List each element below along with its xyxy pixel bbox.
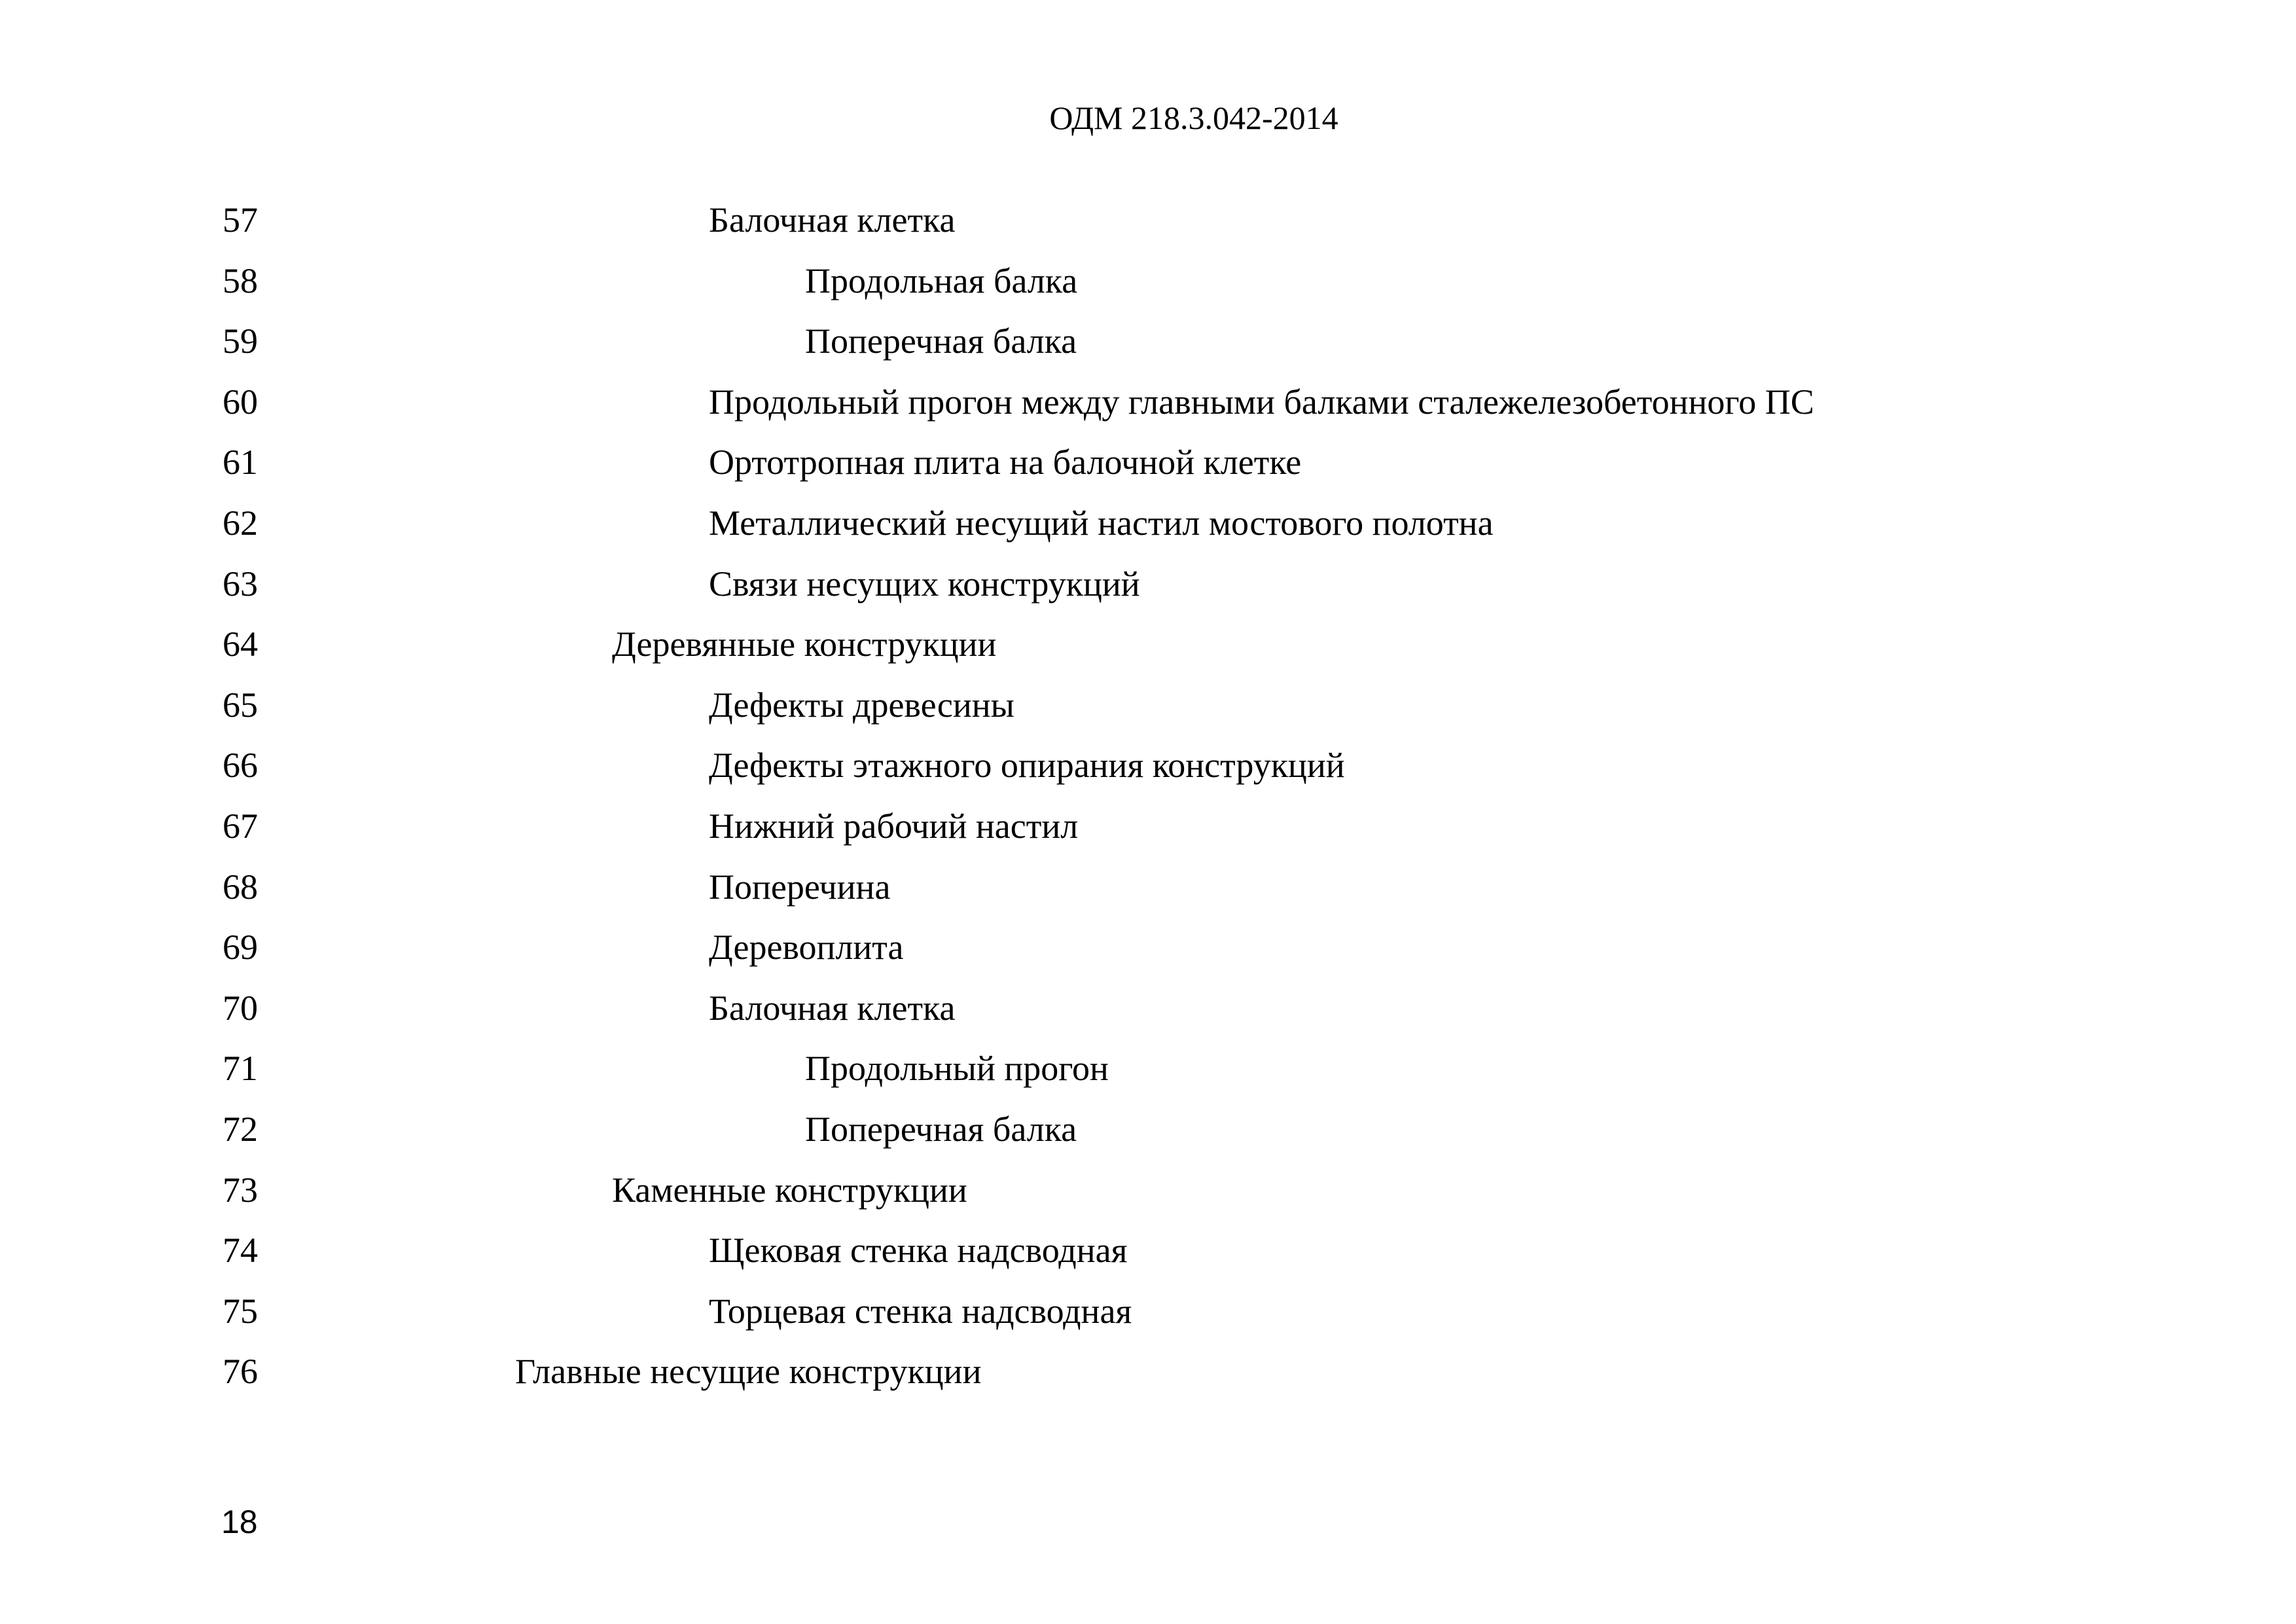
row-label: Поперечная балка	[805, 1109, 1077, 1149]
row-number: 74	[223, 1231, 258, 1271]
row-number: 59	[223, 321, 258, 361]
list-row	[0, 1160, 2296, 1221]
row-number: 58	[223, 261, 258, 300]
row-label: Связи несущих конструкций	[709, 564, 1140, 604]
row-number: 73	[223, 1170, 258, 1210]
list-row	[0, 1341, 2296, 1402]
row-label: Поперечная балка	[805, 321, 1077, 361]
list-row	[0, 675, 2296, 736]
list-row	[0, 614, 2296, 675]
list-row	[0, 1281, 2296, 1342]
row-number: 64	[223, 624, 258, 664]
list-row	[0, 1220, 2296, 1281]
row-label: Продольный прогон между главными балками сталежелезобетонного ПС	[709, 382, 1814, 422]
list-row	[0, 917, 2296, 978]
row-label: Деревоплита	[709, 928, 904, 967]
row-label: Деревянные конструкции	[612, 624, 997, 664]
row-number: 67	[223, 806, 258, 846]
list-row	[0, 1038, 2296, 1099]
row-label: Ортотропная плита на балочной клетке	[709, 442, 1302, 482]
row-number: 62	[223, 503, 258, 543]
row-label: Балочная клетка	[709, 988, 956, 1028]
row-number: 75	[223, 1291, 258, 1331]
list-row	[0, 796, 2296, 857]
row-number: 69	[223, 928, 258, 967]
row-label: Каменные конструкции	[612, 1170, 967, 1210]
list-row	[0, 554, 2296, 615]
row-number: 60	[223, 382, 258, 422]
row-number: 57	[223, 200, 258, 240]
page-number: 18	[221, 1504, 258, 1540]
row-label: Металлический несущий настил мостового полотна	[709, 503, 1494, 543]
row-number: 66	[223, 746, 258, 785]
row-number: 61	[223, 442, 258, 482]
document-code-header: ОДМ 218.3.042-2014	[1049, 99, 1338, 136]
list-row	[0, 857, 2296, 918]
row-number: 76	[223, 1352, 258, 1392]
row-number: 63	[223, 564, 258, 604]
list-row	[0, 372, 2296, 433]
row-number: 72	[223, 1109, 258, 1149]
structure-list	[0, 190, 2296, 1402]
list-row	[0, 190, 2296, 251]
row-label: Нижний рабочий настил	[709, 806, 1079, 846]
row-number: 65	[223, 685, 258, 725]
list-row	[0, 311, 2296, 372]
list-row	[0, 493, 2296, 554]
list-row	[0, 978, 2296, 1039]
row-label: Продольный прогон	[805, 1049, 1109, 1089]
list-row	[0, 432, 2296, 493]
row-number: 70	[223, 988, 258, 1028]
row-label: Дефекты этажного опирания конструкций	[709, 746, 1345, 785]
list-row	[0, 251, 2296, 312]
row-label: Торцевая стенка надсводная	[709, 1291, 1132, 1331]
row-number: 71	[223, 1049, 258, 1089]
list-row	[0, 1099, 2296, 1160]
row-label: Щековая стенка надсводная	[709, 1231, 1128, 1271]
row-label: Поперечина	[709, 867, 891, 907]
row-number: 68	[223, 867, 258, 907]
list-row	[0, 735, 2296, 796]
row-label: Балочная клетка	[709, 200, 956, 240]
row-label: Главные несущие конструкции	[515, 1352, 982, 1392]
row-label: Продольная балка	[805, 261, 1078, 300]
row-label: Дефекты древесины	[709, 685, 1014, 725]
